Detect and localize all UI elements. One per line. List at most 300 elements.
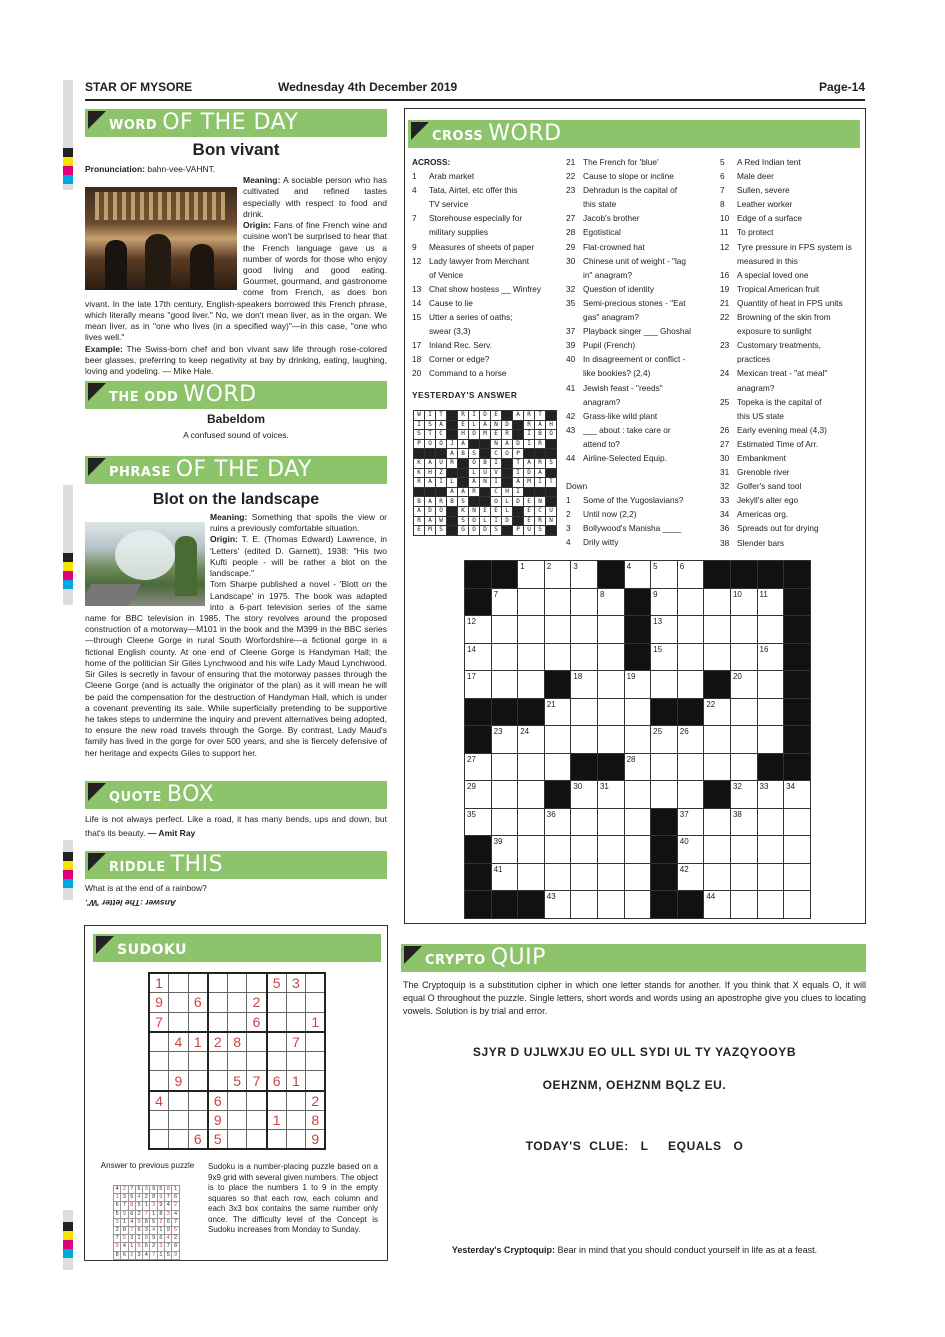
answer-cell: T [513,458,524,468]
crossword-cell[interactable] [784,891,811,919]
clue-item [566,395,716,409]
origin-label: Origin: [210,534,238,545]
crossword-cell[interactable]: 3 [571,561,598,589]
clue-item [720,423,862,437]
answer-cell: T [535,411,546,421]
sudoku-cell[interactable] [247,1032,267,1052]
crossword-cell[interactable] [624,891,651,919]
crossword-cell[interactable] [491,643,518,671]
crossword-cell[interactable]: 6 [677,561,704,589]
crossword-cell[interactable]: 22 [704,698,731,726]
answer-cell: B [535,430,546,440]
answer-cell [425,449,436,459]
answer-cell: W [436,516,447,526]
answer-cell: 9 [172,1251,179,1259]
sudoku-cell: 6 [188,1130,208,1150]
crossword-cell[interactable] [491,753,518,781]
clue-item [720,254,862,268]
sudoku-cell[interactable] [267,1051,287,1071]
answer-cell: 6 [143,1243,150,1251]
answer-cell: 4 [114,1186,121,1194]
crossword-cell[interactable] [518,863,545,891]
crossword-cell[interactable] [757,836,784,864]
crossword-cell[interactable] [518,588,545,616]
sudoku-cell[interactable] [188,973,208,993]
crossword-cell[interactable]: 35 [465,808,492,836]
clue-item [412,338,562,352]
answer-cell: 2 [157,1218,164,1226]
crossword-cell[interactable] [757,671,784,699]
sudoku-cell[interactable] [169,973,189,993]
crossword-cell[interactable] [491,808,518,836]
crossword-cell[interactable]: 18 [571,671,598,699]
crossword-cell[interactable] [704,808,731,836]
crossword-cell[interactable]: 24 [518,726,545,754]
clue-item [720,225,862,239]
crossword-cell[interactable]: 12 [465,616,492,644]
answer-cell [458,478,469,488]
sudoku-cell[interactable] [227,1130,247,1150]
sudoku-cell[interactable] [169,1110,189,1130]
crossword-cell[interactable]: 41 [491,863,518,891]
sudoku-cell[interactable] [286,1051,306,1071]
crossword-cell[interactable] [730,616,757,644]
black-cell [704,781,731,809]
answer-cell: 5 [172,1226,179,1234]
crossword-cell[interactable]: 10 [730,588,757,616]
answer-cell: 7 [114,1235,121,1243]
crossword-cell[interactable] [597,698,624,726]
sudoku-cell[interactable] [169,993,189,1013]
answer-cell: 6 [128,1210,135,1218]
cryptoquip-clue: TODAY'S CLUE: L EQUALS O [525,1139,744,1153]
clue-item [412,197,562,211]
crossword-cell[interactable] [571,836,598,864]
crossword-cell[interactable] [730,836,757,864]
crossword-cell[interactable] [624,808,651,836]
clue-text: Jacob's brother [583,213,640,224]
answer-cell: 3 [157,1243,164,1251]
crossword-cell[interactable]: 5 [651,561,678,589]
sudoku-cell[interactable] [208,1051,228,1071]
crossword-cell[interactable]: 27 [465,753,492,781]
crossword-cell[interactable] [571,616,598,644]
answer-cell: W [414,411,425,421]
sudoku-cell[interactable] [267,1091,287,1111]
answer-cell [524,449,535,459]
sudoku-cell[interactable] [247,1110,267,1130]
sudoku-cell[interactable] [227,1091,247,1111]
sudoku-cell: 1 [286,1071,306,1091]
sudoku-cell[interactable] [306,1032,326,1052]
crossword-cell[interactable] [704,863,731,891]
crossword-cell[interactable] [784,808,811,836]
crossword-cell[interactable]: 44 [704,891,731,919]
clue-number: 39 [566,340,576,351]
clue-number: 20 [412,368,422,379]
answer-cell: A [458,439,469,449]
crossword-cell[interactable] [518,836,545,864]
clue-item [412,240,562,254]
crossword-cell[interactable] [704,616,731,644]
sudoku-description: Sudoku is a number-placing puzzle based on a 9x9 grid with several given numbers. The object is to place the numbers 1 to 9 in the empty squares so that each row, each column and each 3x3 box contains the same number only once. The difficulty level of the Concept is Sudoku increases from Monday to Sunday. [208,1162,378,1235]
crossword-cell[interactable]: 20 [730,671,757,699]
crossword-cell[interactable]: 31 [597,781,624,809]
banner-corner-icon [404,946,422,964]
sudoku-cell[interactable] [306,1071,326,1091]
answer-cell [414,449,425,459]
clue-number: 32 [566,283,576,294]
sudoku-cell: 9 [169,1071,189,1091]
sudoku-cell[interactable] [149,1032,169,1052]
clue-number: 40 [566,354,576,365]
sudoku-cell[interactable] [169,1130,189,1150]
answer-cell: 4 [143,1251,150,1259]
clue-item [566,169,716,183]
crossword-cell[interactable] [651,671,678,699]
sudoku-cell[interactable] [227,973,247,993]
crossword-cell[interactable]: 7 [491,588,518,616]
crossword-cell[interactable]: 14 [465,643,492,671]
black-cell [624,616,651,644]
crossword-cell[interactable]: 4 [624,561,651,589]
answer-cell: E [491,430,502,440]
clue-text: Tata, Airtel, etc offer this [429,185,518,196]
sudoku-cell[interactable] [188,1091,208,1111]
clue-text: anagram? [583,396,621,407]
sudoku-cell: 7 [286,1032,306,1052]
answer-cell: O [502,449,513,459]
clue-text: Quantity of heat in FPS units [737,297,843,308]
crossword-cell[interactable]: 39 [491,836,518,864]
crossword-cell[interactable] [784,863,811,891]
answer-cell: I [513,468,524,478]
origin-text: T. E. (Thomas Edward) Lawrence, in 'Letters' (edited D. Garnett), 1938: "His two Kufti people - will be rather a blot on the landscape." [210,534,387,579]
sudoku-cell[interactable] [247,1130,267,1150]
crossword-cell[interactable] [757,808,784,836]
clue-text: Some of the Yugoslavians? [583,495,684,506]
answer-cell: A [480,420,491,430]
sudoku-cell[interactable] [267,1012,287,1032]
answer-cell: 9 [165,1226,172,1234]
crossword-cell[interactable] [757,726,784,754]
clue-number: 17 [412,340,422,351]
clue-item [566,197,716,211]
crossword-cell[interactable] [677,588,704,616]
clue-text: Corner or edge? [429,354,490,365]
clue-text: Bollywood's Manisha ____ [583,523,681,534]
crossword-cell[interactable]: 9 [651,588,678,616]
crossword-cell[interactable] [730,726,757,754]
crossword-cell[interactable]: 13 [651,616,678,644]
crossword-cell[interactable]: 26 [677,726,704,754]
crossword-cell[interactable] [597,891,624,919]
crossword-cell[interactable] [757,891,784,919]
crossword-cell[interactable] [677,781,704,809]
clue-item [566,366,716,380]
answer-cell: H [546,420,557,430]
clue-item [412,352,562,366]
crossword-cell[interactable] [571,698,598,726]
crossword-cell[interactable]: 21 [544,698,571,726]
answer-cell: 5 [157,1186,164,1194]
answer-cell: S [469,449,480,459]
crossword-cell[interactable]: 1 [518,561,545,589]
crossword-cell[interactable] [677,616,704,644]
clue-item [412,366,562,380]
clue-text: Drily witty [583,537,619,548]
sudoku-cell[interactable] [227,1051,247,1071]
crossword-cell[interactable]: 11 [757,588,784,616]
sudoku-cell[interactable] [286,993,306,1013]
crossword-cell[interactable] [491,781,518,809]
clue-item [566,268,716,282]
sudoku-cell[interactable] [188,1051,208,1071]
sudoku-cell[interactable] [227,1110,247,1130]
crossword-cell[interactable] [571,863,598,891]
answer-cell: O [491,497,502,507]
crossword-cell[interactable]: 17 [465,671,492,699]
crossword-cell[interactable] [544,588,571,616]
sudoku-cell[interactable] [188,1012,208,1032]
crossword-cell[interactable] [704,588,731,616]
crossword-cell[interactable] [518,781,545,809]
sudoku-cell[interactable] [286,1130,306,1150]
sudoku-cell: 7 [247,1071,267,1091]
black-cell [651,863,678,891]
sudoku-cell[interactable] [149,1071,169,1091]
answer-cell [425,487,436,497]
sudoku-cell: 9 [306,1130,326,1150]
color-marks [63,148,73,184]
crossword-cell[interactable] [704,643,731,671]
crossword-cell[interactable] [757,616,784,644]
sudoku-cell[interactable] [247,1051,267,1071]
sudoku-cell[interactable] [286,1110,306,1130]
answer-cell: N [469,506,480,516]
banner-label-small: CRYPTO [425,952,486,968]
black-cell [704,671,731,699]
crossword-cell[interactable] [730,753,757,781]
sudoku-cell[interactable] [286,1091,306,1111]
crossword-cell[interactable] [597,863,624,891]
clue-item [412,310,562,324]
sudoku-cell[interactable] [267,1130,287,1150]
black-cell [465,588,492,616]
crossword-cell[interactable] [597,808,624,836]
sudoku-cell[interactable] [208,993,228,1013]
crossword-cell[interactable] [757,698,784,726]
answer-cell: 4 [172,1210,179,1218]
crossword-cell[interactable] [730,698,757,726]
answer-cell: S [425,420,436,430]
answer-cell: I [425,411,436,421]
sudoku-cell[interactable] [227,993,247,1013]
crossword-cell[interactable] [624,863,651,891]
crossword-cell[interactable] [597,726,624,754]
answer-cell: 1 [150,1210,157,1218]
answer-cell: Z [436,468,447,478]
crossword-cell[interactable] [677,643,704,671]
crossword-cell[interactable]: 25 [651,726,678,754]
sudoku-cell[interactable] [188,1110,208,1130]
answer-cell: 9 [121,1210,128,1218]
answer-cell [513,430,524,440]
crossword-cell[interactable]: 34 [784,781,811,809]
answer-cell: D [513,439,524,449]
crossword-cell[interactable]: 30 [571,781,598,809]
answer-cell [469,439,480,449]
crossword-cell[interactable] [624,726,651,754]
crossword-cell[interactable] [624,781,651,809]
sudoku-cell: 4 [149,1091,169,1111]
sudoku-cell[interactable] [306,973,326,993]
clue-item [720,338,862,352]
sudoku-cell[interactable] [286,1012,306,1032]
crossword-cell[interactable]: 42 [677,863,704,891]
clue-item [720,536,862,550]
clue-text: Golfer's sand tool [737,481,802,492]
banner-corner-icon [96,936,114,954]
sudoku-cell[interactable] [247,973,267,993]
clue-number: 41 [566,382,576,393]
clue-text: exposure to sunlight [737,326,812,337]
sudoku-cell[interactable] [149,1110,169,1130]
clue-item [566,535,716,549]
crossword-cell[interactable] [518,643,545,671]
crossword-cell[interactable] [491,671,518,699]
sudoku-cell[interactable] [306,993,326,1013]
crossword-cell[interactable] [597,616,624,644]
sudoku-cell[interactable] [247,1091,267,1111]
crossword-cell[interactable]: 32 [730,781,757,809]
crossword-cell[interactable] [730,891,757,919]
crossword-cell[interactable] [544,753,571,781]
crossword-cell[interactable]: 19 [624,671,651,699]
crossword-cell[interactable]: 40 [677,836,704,864]
clue-number: 34 [720,509,730,520]
crossword-cell[interactable] [491,616,518,644]
crossword-cell[interactable] [677,753,704,781]
crossword-cell[interactable] [704,753,731,781]
crossword-cell[interactable] [784,836,811,864]
crossword-cell[interactable] [518,808,545,836]
clue-text: of Venice [429,269,464,280]
crossword-cell[interactable] [704,836,731,864]
banner-label: SUDOKU [117,941,187,958]
sudoku-cell[interactable] [208,1071,228,1091]
crossword-cell[interactable] [544,616,571,644]
sudoku-cell[interactable] [208,973,228,993]
sudoku-cell[interactable] [169,1091,189,1111]
sudoku-cell[interactable] [149,1051,169,1071]
banner-label-large: OF THE DAY [162,110,299,135]
crossword-cell[interactable]: 15 [651,643,678,671]
sudoku-cell[interactable] [169,1051,189,1071]
answer-cell: 1 [135,1235,142,1243]
crossword-cell[interactable]: 8 [597,588,624,616]
crossword-cell[interactable] [571,588,598,616]
crossword-cell[interactable]: 23 [491,726,518,754]
crossword-cell[interactable] [518,671,545,699]
answer-cell: E [491,506,502,516]
crossword-cell[interactable]: 37 [677,808,704,836]
sudoku-cell[interactable] [188,1071,208,1091]
crossword-cell[interactable] [730,863,757,891]
clue-item [720,310,862,324]
sudoku-cell[interactable] [208,1012,228,1032]
crossword-cell[interactable] [624,698,651,726]
sudoku-cell[interactable] [306,1051,326,1071]
cryptoquip-yesterday [403,1245,866,1257]
black-cell [784,753,811,781]
crossword-cell[interactable] [544,863,571,891]
crossword-cell[interactable] [571,891,598,919]
sudoku-cell[interactable] [169,1012,189,1032]
crossword-cell[interactable] [677,671,704,699]
answer-cell [469,497,480,507]
odd-word-meaning: A confused sound of voices. [183,430,289,440]
crossword-cell[interactable] [624,836,651,864]
sudoku-cell[interactable] [227,1012,247,1032]
crossword-cell[interactable] [544,643,571,671]
sudoku-cell[interactable] [267,993,287,1013]
clue-text: Utter a series of oaths; [429,312,513,323]
crossword-cell[interactable] [518,616,545,644]
crossword-cell[interactable]: 2 [544,561,571,589]
answer-cell [458,468,469,478]
answer-cell: P [513,526,524,536]
clue-number: 7 [720,185,725,196]
crossword-cell[interactable]: 38 [730,808,757,836]
answer-cell: K [414,458,425,468]
clue-item [412,183,562,197]
crossword-cell[interactable] [651,753,678,781]
answer-cell [447,430,458,440]
crossword-cell[interactable]: 16 [757,643,784,671]
crossword-cell[interactable] [597,671,624,699]
crossword-cell[interactable]: 33 [757,781,784,809]
answer-cell: L [469,420,480,430]
crossword-cell[interactable] [597,643,624,671]
crossword-cell[interactable] [651,781,678,809]
sudoku-cell[interactable] [267,1032,287,1052]
crossword-cell[interactable] [544,836,571,864]
crossword-cell[interactable]: 28 [624,753,651,781]
crossword-cell[interactable]: 29 [465,781,492,809]
answer-cell: I [414,420,425,430]
crossword-cell[interactable]: 43 [544,891,571,919]
paper-name: STAR OF MYSORE [85,80,193,94]
crossword-cell[interactable] [597,836,624,864]
sudoku-cell: 1 [267,1110,287,1130]
crossword-cell[interactable] [757,863,784,891]
black-cell [518,698,545,726]
crossword-cell[interactable] [704,726,731,754]
answer-cell: L [469,468,480,478]
crossword-cell[interactable] [730,643,757,671]
sudoku-cell[interactable] [149,1130,169,1150]
crossword-cell[interactable] [571,808,598,836]
clue-text: Topeka is the capital of [737,396,822,407]
crossword-cell[interactable] [571,643,598,671]
crossword-cell[interactable] [571,726,598,754]
crossword-cell[interactable]: 36 [544,808,571,836]
clue-text: In disagreement or conflict - [583,354,686,365]
crossword-cell[interactable] [518,753,545,781]
answer-cell: A [425,497,436,507]
crossword-cell[interactable] [544,726,571,754]
